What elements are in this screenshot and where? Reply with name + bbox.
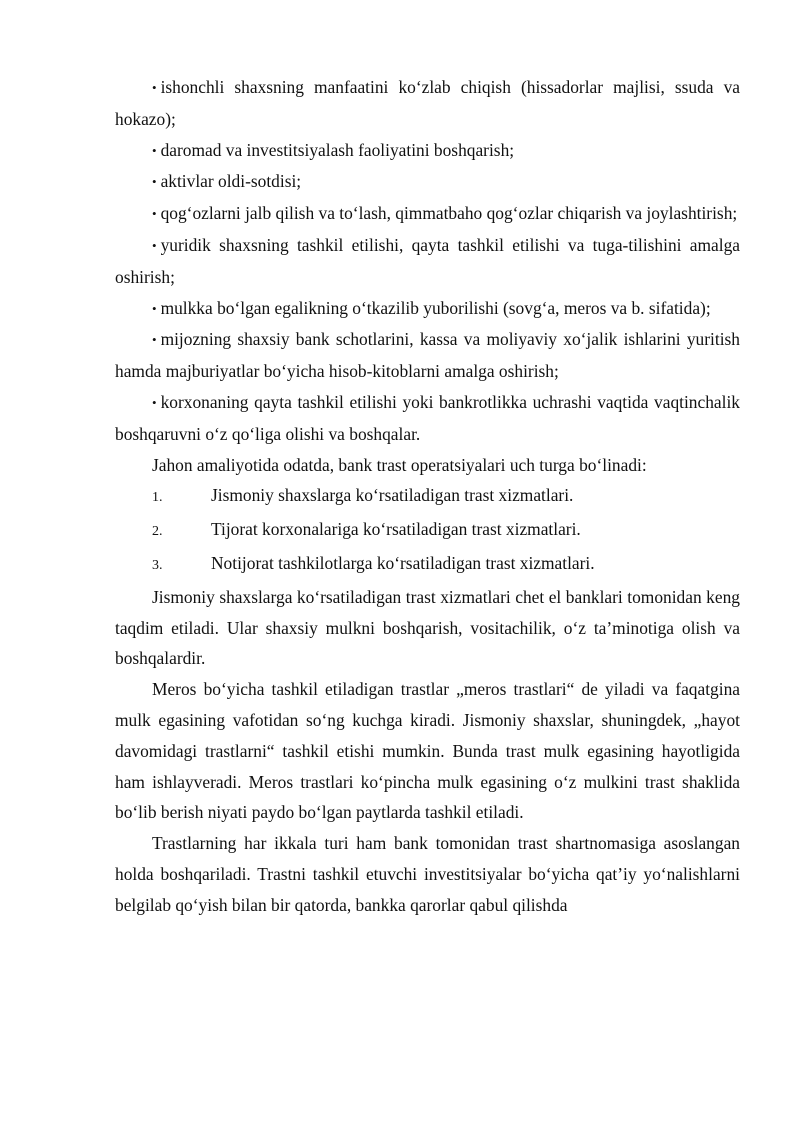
item-text: Jismoniy shaxslarga ko‘rsatiladigan trast xizmatlari. bbox=[211, 485, 574, 506]
bullet-item bbox=[115, 72, 740, 135]
bullet-icon: • bbox=[152, 142, 157, 158]
body-paragraph: Trastlarning har ikkala turi ham bank tomonidan trast shartnomasiga asoslangan holda boshqariladi. Trastni tashkil etuvchi investitsiyalar bo‘yicha qat’iy yo‘nalishlarni belgilab qo‘yish bilan bir qatorda, bankka qarorlar qabul qilishda bbox=[115, 833, 740, 915]
numbered-item bbox=[115, 514, 740, 548]
bullet-item bbox=[115, 135, 740, 167]
numbered-item bbox=[115, 548, 740, 582]
bullet-text: mijozning shaxsiy bank schotlarini, kassa va moliyaviy xo‘jalik ishlarini yuritish hamda majburiyatlar bo‘yicha hisob-kitoblarni amalga oshirish; bbox=[115, 329, 740, 382]
bullet-icon: • bbox=[152, 332, 157, 348]
bullet-icon: • bbox=[152, 174, 157, 190]
bullet-item bbox=[115, 293, 740, 325]
bullet-item bbox=[115, 324, 740, 387]
bullet-text: mulkka bo‘lgan egalikning o‘tkazilib yuborilishi (sovg‘a, meros va b. sifatida); bbox=[160, 297, 711, 318]
bullet-item bbox=[115, 387, 740, 450]
item-number: 3. bbox=[152, 557, 163, 573]
body-paragraph: Meros bo‘yicha tashkil etiladigan trastlar „meros trastlari“ de yiladi va faqatgina mulk egasining vafotidan so‘ng kuchga kiradi. Jismoniy shaxslar, shuningdek, „hayot davomidagi trastlarni“ tashkil etishi mumkin. Bunda trast mulk egasining hayotligida ham ishlayveradi. Meros trastlari ko‘pincha mulk egasining o‘z mulkini trast shaklida bo‘lib berish niyati paydo bo‘lgan paytlarda tashkil etiladi. bbox=[115, 679, 740, 823]
bullet-item bbox=[115, 198, 740, 230]
item-text: Tijorat korxonalariga ko‘rsatiladigan trast xizmatlari. bbox=[211, 519, 581, 540]
bullet-item bbox=[115, 166, 740, 198]
intro-paragraph: Jahon amaliyotida odatda, bank trast operatsiyalari uch turga bo‘linadi: bbox=[152, 454, 647, 475]
bullet-icon: • bbox=[152, 206, 157, 222]
bullet-icon: • bbox=[152, 394, 157, 410]
body-paragraph: Jismoniy shaxslarga ko‘rsatiladigan trast xizmatlari chet el banklari tomonidan keng taqdim etiladi. Ular shaxsiy mulkni boshqarish, vositachilik, o‘z ta’minotiga olish va boshqalardir. bbox=[115, 586, 740, 669]
item-number: 2. bbox=[152, 524, 163, 540]
bullet-text: daromad va investitsiyalash faoliyatini boshqarish; bbox=[160, 139, 515, 160]
bullet-icon: • bbox=[152, 300, 157, 316]
bullet-icon: • bbox=[152, 237, 157, 253]
bullet-icon: • bbox=[152, 80, 157, 95]
item-text: Notijorat tashkilotlarga ko‘rsatiladigan trast xizmatlari. bbox=[211, 552, 595, 573]
page-text bbox=[115, 72, 740, 921]
numbered-item bbox=[115, 480, 740, 514]
bullet-text: aktivlar oldi-sotdisi; bbox=[160, 171, 302, 192]
bullet-text: ishonchli shaxsning manfaatini ko‘zlab chiqish (hissadorlar majlisi, ssuda va hokazo); bbox=[115, 77, 740, 129]
bullet-text: yuridik shaxsning tashkil etilishi, qayta tashkil etilishi va tuga-tilishini amalga oshirish; bbox=[115, 234, 740, 287]
bullet-text: qog‘ozlarni jalb qilish va to‘lash, qimmatbaho qog‘ozlar chiqarish va joylashtirish; bbox=[160, 203, 738, 224]
bullet-item bbox=[115, 230, 740, 293]
item-number: 1. bbox=[152, 490, 163, 506]
bullet-text: korxonaning qayta tashkil etilishi yoki bankrotlikka uchrashi vaqtida vaqtinchalik boshqaruvni o‘z qo‘liga olishi va boshqalar. bbox=[115, 391, 740, 444]
